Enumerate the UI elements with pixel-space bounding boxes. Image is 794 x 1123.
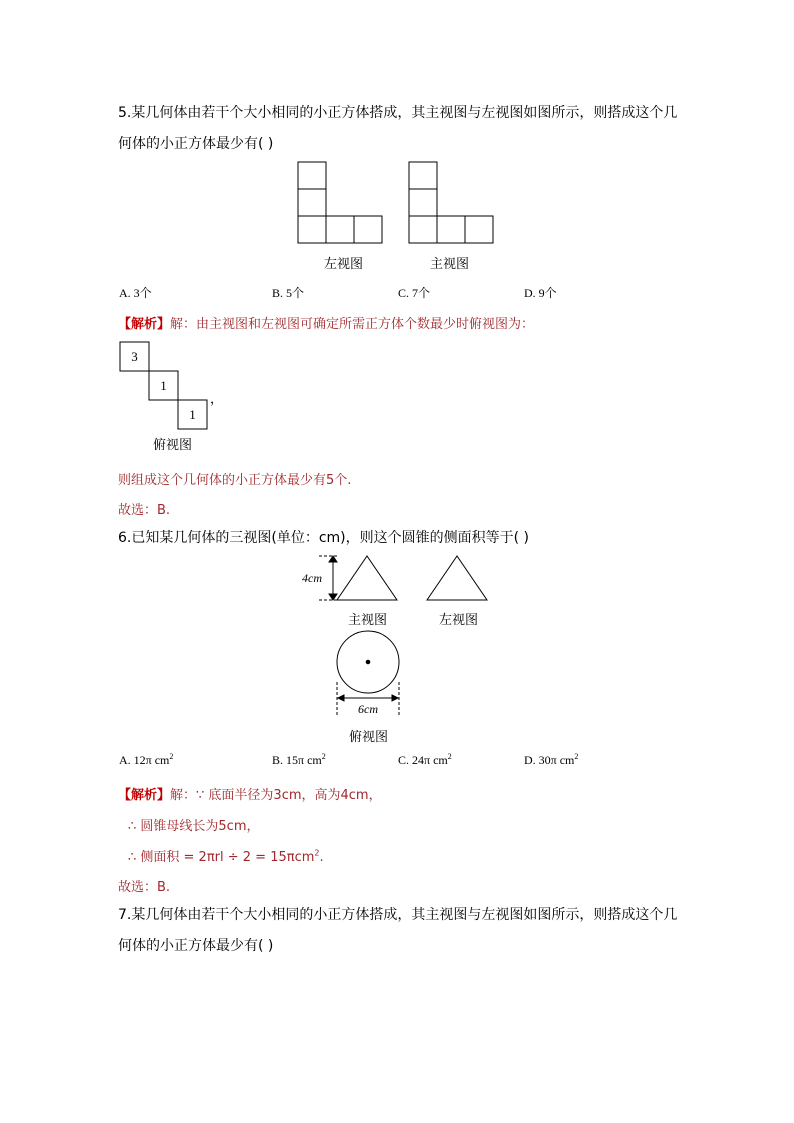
q6-main-view-label: 主视图 (348, 613, 388, 628)
q6-step1: ∴ 圆锥母线长为5cm， (128, 819, 260, 834)
q6-option-c-text: C. 24π cm (398, 753, 448, 767)
q6-option-c (398, 753, 452, 768)
q6-stem-line1: 6.已知某几何体的三视图(单位：cm)，则这个圆锥的侧面积等于( ) (118, 530, 529, 546)
q7-stem-line2: 何体的小正方体最少有( ) (118, 938, 274, 954)
q5-stem-line2: 何体的小正方体最少有( ) (118, 136, 274, 152)
q6-option-a-sup: 2 (169, 752, 174, 761)
q6-answer: 故选：B. (118, 880, 171, 895)
q6-step2-end: . (319, 850, 324, 865)
height-label: 4cm (302, 571, 322, 585)
q6-option-b (272, 753, 326, 768)
q6-analysis (118, 784, 382, 803)
q5-top-view-label: 俯视图 (153, 438, 193, 453)
q7-stem-line1: 7.某几何体由若干个大小相同的小正方体搭成，其主视图与左视图如图所示，则搭成这个几 (118, 907, 678, 923)
q6-step2 (128, 846, 324, 865)
q5-option-b: B. 5个 (272, 286, 305, 300)
q5-option-a: A. 3个 (119, 286, 152, 300)
q5-left-view-label: 左视图 (324, 257, 364, 272)
q5-top-view-figure (119, 341, 219, 431)
q6-front-side-views (303, 554, 483, 604)
q6-option-d (524, 753, 578, 768)
q5-main-view-label: 主视图 (430, 257, 470, 272)
side-view-triangle (427, 556, 487, 600)
q5-conclusion: 则组成这个几何体的小正方体最少有5个. (118, 473, 352, 488)
q5-left-view-figure (297, 161, 387, 247)
q6-option-b-text: B. 15π cm (272, 753, 322, 767)
q6-option-a-text: A. 12π cm (119, 753, 170, 767)
q5-analysis-tag: 【解析】 (118, 317, 171, 332)
q6-option-c-sup: 2 (447, 752, 452, 761)
q6-analysis-text: 解：∵ 底面半径为3cm，高为4cm， (170, 788, 382, 803)
q6-top-view-label: 俯视图 (349, 730, 389, 745)
q5-top-view-comma: ， (210, 392, 224, 407)
q6-option-b-sup: 2 (321, 752, 326, 761)
q5-option-d: D. 9个 (524, 286, 557, 300)
diameter-label: 6cm (358, 702, 378, 716)
q6-left-view-label: 左视图 (439, 613, 479, 628)
top-view-number-2: 1 (160, 378, 167, 393)
top-view-number-1: 3 (131, 349, 138, 364)
q6-option-d-sup: 2 (574, 752, 579, 761)
q6-top-view-figure (333, 628, 413, 718)
q5-stem-line1: 5.某几何体由若干个大小相同的小正方体搭成，其主视图与左视图如图所示，则搭成这个几 (118, 105, 678, 121)
front-view-triangle (337, 556, 397, 600)
q6-step2-sup: 2 (314, 848, 320, 858)
q5-analysis-text: 解：由主视图和左视图可确定所需正方体个数最少时俯视图为： (170, 317, 535, 332)
top-view-number-3: 1 (189, 407, 196, 422)
q6-step2-text: ∴ 侧面积 = 2πrl ÷ 2 = 15πcm (128, 850, 315, 865)
q5-analysis (118, 313, 534, 332)
q6-option-d-text: D. 30π cm (524, 753, 575, 767)
q6-option-a (119, 753, 173, 768)
q5-option-c: C. 7个 (398, 286, 431, 300)
q5-answer: 故选：B. (118, 503, 171, 518)
q6-analysis-tag: 【解析】 (118, 788, 171, 803)
q5-main-view-figure (408, 161, 498, 247)
